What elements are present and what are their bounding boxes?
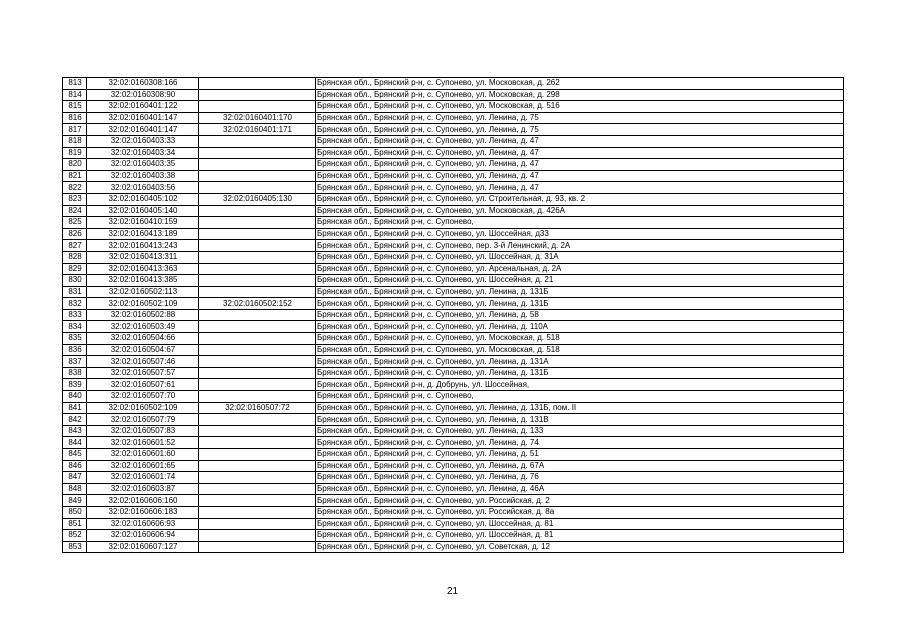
cadastral-number-cell: 32:02:0160606:94: [87, 530, 199, 542]
table-row: [63, 425, 844, 437]
cadastral-number-cell: 32:02:0160603:87: [87, 483, 199, 495]
parent-cadastral-cell: [199, 495, 316, 507]
address-cell: Брянская обл., Брянский р-н, с. Супонево,: [316, 391, 844, 403]
address-cell: Брянская обл., Брянский р-н, с. Супонево, ул. Российская, д. 8а: [316, 506, 844, 518]
table-row: [63, 402, 844, 414]
parent-cadastral-cell: [199, 356, 316, 368]
parent-cadastral-cell: [199, 170, 316, 182]
cadastral-number-cell: 32:02:0160606:160: [87, 495, 199, 507]
row-number-cell: 852: [63, 530, 87, 542]
table-row: [63, 356, 844, 368]
address-cell: Брянская обл., Брянский р-н, д. Добрунь, ул. Шоссейная,: [316, 379, 844, 391]
row-number-cell: 845: [63, 449, 87, 461]
cadastral-number-cell: 32:02:0160413:189: [87, 228, 199, 240]
row-number-cell: 820: [63, 159, 87, 171]
cadastral-number-cell: 32:02:0160413:363: [87, 263, 199, 275]
cadastral-number-cell: 32:02:0160601:65: [87, 460, 199, 472]
row-number-cell: 837: [63, 356, 87, 368]
table-row: [63, 449, 844, 461]
address-cell: Брянская обл., Брянский р-н, с. Супонево, ул. Московская, д. 262: [316, 78, 844, 90]
parent-cadastral-cell: [199, 379, 316, 391]
cadastral-number-cell: 32:02:0160507:61: [87, 379, 199, 391]
address-cell: Брянская обл., Брянский р-н, с. Супонево, ул. Шоссейная, д. 21: [316, 275, 844, 287]
address-cell: Брянская обл., Брянский р-н, с. Супонево, ул. Ленина, д. 133: [316, 425, 844, 437]
table-row: [63, 135, 844, 147]
address-cell: Брянская обл., Брянский р-н, с. Супонево, ул. Ленина, д. 110А: [316, 321, 844, 333]
table-row: [63, 193, 844, 205]
cadastral-number-cell: 32:02:0160607:127: [87, 541, 199, 553]
cadastral-number-cell: 32:02:0160601:74: [87, 472, 199, 484]
table-row: [63, 495, 844, 507]
cadastral-number-cell: 32:02:0160502:109: [87, 298, 199, 310]
cadastral-number-cell: 32:02:0160401:147: [87, 112, 199, 124]
cadastral-number-cell: 32:02:0160601:60: [87, 449, 199, 461]
parent-cadastral-cell: [199, 518, 316, 530]
table-row: [63, 344, 844, 356]
parent-cadastral-cell: 32:02:0160405:130: [199, 193, 316, 205]
table-row: [63, 205, 844, 217]
table-row: [63, 298, 844, 310]
parent-cadastral-cell: [199, 437, 316, 449]
parent-cadastral-cell: [199, 391, 316, 403]
address-cell: Брянская обл., Брянский р-н, с. Супонево, ул. Ленина, д. 67А: [316, 460, 844, 472]
cadastral-number-cell: 32:02:0160507:57: [87, 367, 199, 379]
table-row: [63, 159, 844, 171]
parent-cadastral-cell: [199, 263, 316, 275]
row-number-cell: 831: [63, 286, 87, 298]
cadastral-number-cell: 32:02:0160403:35: [87, 159, 199, 171]
address-cell: Брянская обл., Брянский р-н, с. Супонево, ул. Ленина, д. 75: [316, 124, 844, 136]
row-number-cell: 843: [63, 425, 87, 437]
row-number-cell: 834: [63, 321, 87, 333]
address-cell: Брянская обл., Брянский р-н, с. Супонево, ул. Ленина, д. 76: [316, 472, 844, 484]
row-number-cell: 833: [63, 309, 87, 321]
table-row: [63, 170, 844, 182]
parent-cadastral-cell: [199, 321, 316, 333]
cadastral-number-cell: 32:02:0160403:34: [87, 147, 199, 159]
table-row: [63, 286, 844, 298]
row-number-cell: 818: [63, 135, 87, 147]
parent-cadastral-cell: [199, 425, 316, 437]
row-number-cell: 817: [63, 124, 87, 136]
row-number-cell: 821: [63, 170, 87, 182]
cadastral-number-cell: 32:02:0160606:93: [87, 518, 199, 530]
table-row: [63, 89, 844, 101]
row-number-cell: 830: [63, 275, 87, 287]
row-number-cell: 819: [63, 147, 87, 159]
page-number: 21: [446, 586, 459, 597]
row-number-cell: 829: [63, 263, 87, 275]
table-row: [63, 530, 844, 542]
cadastral-number-cell: 32:02:0160504:67: [87, 344, 199, 356]
address-cell: Брянская обл., Брянский р-н, с. Супонево, ул. Ленина, д. 131Б, пом. II: [316, 402, 844, 414]
row-number-cell: 846: [63, 460, 87, 472]
table-row: [63, 182, 844, 194]
address-cell: Брянская обл., Брянский р-н, с. Супонево, ул. Шоссейная, д. 31А: [316, 251, 844, 263]
cadastral-number-cell: 32:02:0160507:46: [87, 356, 199, 368]
table-row: [63, 333, 844, 345]
parent-cadastral-cell: [199, 205, 316, 217]
address-cell: Брянская обл., Брянский р-н, с. Супонево, ул. Московская, д. 518: [316, 344, 844, 356]
parent-cadastral-cell: [199, 228, 316, 240]
table-row: [63, 263, 844, 275]
parent-cadastral-cell: [199, 135, 316, 147]
parent-cadastral-cell: [199, 182, 316, 194]
parent-cadastral-cell: [199, 101, 316, 113]
parent-cadastral-cell: 32:02:0160401:171: [199, 124, 316, 136]
parent-cadastral-cell: [199, 147, 316, 159]
table-row: [63, 78, 844, 90]
table-row: [63, 275, 844, 287]
parent-cadastral-cell: [199, 460, 316, 472]
table-row: [63, 483, 844, 495]
table-row: [63, 391, 844, 403]
address-cell: Брянская обл., Брянский р-н, с. Супонево, ул. Московская, д. 516: [316, 101, 844, 113]
parent-cadastral-cell: 32:02:0160502:152: [199, 298, 316, 310]
address-cell: Брянская обл., Брянский р-н, с. Супонево, ул. Ленина, д. 131Б: [316, 286, 844, 298]
row-number-cell: 815: [63, 101, 87, 113]
row-number-cell: 844: [63, 437, 87, 449]
row-number-cell: 848: [63, 483, 87, 495]
parent-cadastral-cell: [199, 159, 316, 171]
parent-cadastral-cell: [199, 89, 316, 101]
address-cell: Брянская обл., Брянский р-н, с. Супонево, ул. Ленина, д. 131В: [316, 414, 844, 426]
cadastral-number-cell: 32:02:0160507:83: [87, 425, 199, 437]
row-number-cell: 839: [63, 379, 87, 391]
parent-cadastral-cell: [199, 217, 316, 229]
table-row: [63, 217, 844, 229]
address-cell: Брянская обл., Брянский р-н, с. Супонево, ул. Ленина, д. 131Б: [316, 298, 844, 310]
cadastral-number-cell: 32:02:0160502:113: [87, 286, 199, 298]
parent-cadastral-cell: [199, 275, 316, 287]
row-number-cell: 816: [63, 112, 87, 124]
row-number-cell: 840: [63, 391, 87, 403]
address-cell: Брянская обл., Брянский р-н, с. Супонево, ул. Ленина, д. 47: [316, 159, 844, 171]
cadastral-number-cell: 32:02:0160503:49: [87, 321, 199, 333]
address-cell: Брянская обл., Брянский р-н, с. Супонево,: [316, 217, 844, 229]
table-row: [63, 124, 844, 136]
cadastral-number-cell: 32:02:0160601:52: [87, 437, 199, 449]
parent-cadastral-cell: [199, 449, 316, 461]
table-row: [63, 112, 844, 124]
property-registry-table: [62, 77, 844, 553]
cadastral-number-cell: 32:02:0160504:66: [87, 333, 199, 345]
parent-cadastral-cell: 32:02:0160507:72: [199, 402, 316, 414]
row-number-cell: 822: [63, 182, 87, 194]
address-cell: Брянская обл., Брянский р-н, с. Супонево, ул. Ленина, д. 58: [316, 309, 844, 321]
address-cell: Брянская обл., Брянский р-н, с. Супонево, ул. Строительная, д. 93, кв. 2: [316, 193, 844, 205]
address-cell: Брянская обл., Брянский р-н, с. Супонево, ул. Арсенальная, д. 2А: [316, 263, 844, 275]
parent-cadastral-cell: [199, 483, 316, 495]
row-number-cell: 814: [63, 89, 87, 101]
registry-table-body: [63, 78, 844, 553]
parent-cadastral-cell: [199, 541, 316, 553]
address-cell: Брянская обл., Брянский р-н, с. Супонево, ул. Шоссейная, д. 81: [316, 530, 844, 542]
row-number-cell: 851: [63, 518, 87, 530]
cadastral-number-cell: 32:02:0160308:90: [87, 89, 199, 101]
cadastral-number-cell: 32:02:0160410:159: [87, 217, 199, 229]
cadastral-number-cell: 32:02:0160507:70: [87, 391, 199, 403]
cadastral-number-cell: 32:02:0160413:243: [87, 240, 199, 252]
table-row: [63, 367, 844, 379]
cadastral-number-cell: 32:02:0160502:88: [87, 309, 199, 321]
row-number-cell: 841: [63, 402, 87, 414]
address-cell: Брянская обл., Брянский р-н, с. Супонево, ул. Ленина, д. 47: [316, 182, 844, 194]
table-row: [63, 518, 844, 530]
parent-cadastral-cell: [199, 367, 316, 379]
row-number-cell: 847: [63, 472, 87, 484]
address-cell: Брянская обл., Брянский р-н, с. Супонево, ул. Советская, д. 12: [316, 541, 844, 553]
cadastral-number-cell: 32:02:0160308:166: [87, 78, 199, 90]
table-row: [63, 506, 844, 518]
cadastral-number-cell: 32:02:0160507:79: [87, 414, 199, 426]
cadastral-number-cell: 32:02:0160606:183: [87, 506, 199, 518]
cadastral-number-cell: 32:02:0160401:122: [87, 101, 199, 113]
table-row: [63, 101, 844, 113]
address-cell: Брянская обл., Брянский р-н, с. Супонево, ул. Российская, д. 2: [316, 495, 844, 507]
row-number-cell: 849: [63, 495, 87, 507]
parent-cadastral-cell: [199, 309, 316, 321]
row-number-cell: 836: [63, 344, 87, 356]
cadastral-number-cell: 32:02:0160405:140: [87, 205, 199, 217]
cadastral-number-cell: 32:02:0160502:109: [87, 402, 199, 414]
address-cell: Брянская обл., Брянский р-н, с. Супонево, ул. Ленина, д. 74: [316, 437, 844, 449]
cadastral-number-cell: 32:02:0160401:147: [87, 124, 199, 136]
row-number-cell: 824: [63, 205, 87, 217]
parent-cadastral-cell: [199, 344, 316, 356]
cadastral-number-cell: 32:02:0160413:311: [87, 251, 199, 263]
address-cell: Брянская обл., Брянский р-н, с. Супонево, ул. Шоссейная, д. 81: [316, 518, 844, 530]
table-row: [63, 460, 844, 472]
address-cell: Брянская обл., Брянский р-н, с. Супонево, ул. Московская, д. 298: [316, 89, 844, 101]
table-row: [63, 472, 844, 484]
table-row: [63, 147, 844, 159]
parent-cadastral-cell: [199, 506, 316, 518]
row-number-cell: 832: [63, 298, 87, 310]
row-number-cell: 813: [63, 78, 87, 90]
table-row: [63, 309, 844, 321]
row-number-cell: 826: [63, 228, 87, 240]
row-number-cell: 835: [63, 333, 87, 345]
address-cell: Брянская обл., Брянский р-н, с. Супонево, ул. Ленина, д. 75: [316, 112, 844, 124]
parent-cadastral-cell: 32:02:0160401:170: [199, 112, 316, 124]
parent-cadastral-cell: [199, 530, 316, 542]
row-number-cell: 823: [63, 193, 87, 205]
table-row: [63, 379, 844, 391]
row-number-cell: 853: [63, 541, 87, 553]
parent-cadastral-cell: [199, 240, 316, 252]
address-cell: Брянская обл., Брянский р-н, с. Супонево, ул. Московская, д. 426А: [316, 205, 844, 217]
address-cell: Брянская обл., Брянский р-н, с. Супонево, ул. Ленина, д. 47: [316, 135, 844, 147]
address-cell: Брянская обл., Брянский р-н, с. Супонево, ул. Ленина, д. 51: [316, 449, 844, 461]
cadastral-number-cell: 32:02:0160403:38: [87, 170, 199, 182]
parent-cadastral-cell: [199, 333, 316, 345]
address-cell: Брянская обл., Брянский р-н, с. Супонево, ул. Шоссейная, д33: [316, 228, 844, 240]
address-cell: Брянская обл., Брянский р-н, с. Супонево, пер. 3-й Ленинский, д. 2А: [316, 240, 844, 252]
table-row: [63, 251, 844, 263]
address-cell: Брянская обл., Брянский р-н, с. Супонево, ул. Московская, д. 518: [316, 333, 844, 345]
address-cell: Брянская обл., Брянский р-н, с. Супонево, ул. Ленина, д. 131А: [316, 356, 844, 368]
address-cell: Брянская обл., Брянский р-н, с. Супонево, ул. Ленина, д. 47: [316, 147, 844, 159]
row-number-cell: 838: [63, 367, 87, 379]
row-number-cell: 850: [63, 506, 87, 518]
table-row: [63, 321, 844, 333]
cadastral-number-cell: 32:02:0160403:33: [87, 135, 199, 147]
address-cell: Брянская обл., Брянский р-н, с. Супонево, ул. Ленина, д. 131Б: [316, 367, 844, 379]
row-number-cell: 827: [63, 240, 87, 252]
row-number-cell: 842: [63, 414, 87, 426]
table-row: [63, 414, 844, 426]
cadastral-number-cell: 32:02:0160413:385: [87, 275, 199, 287]
parent-cadastral-cell: [199, 414, 316, 426]
address-cell: Брянская обл., Брянский р-н, с. Супонево, ул. Ленина, д. 47: [316, 170, 844, 182]
row-number-cell: 825: [63, 217, 87, 229]
table-row: [63, 541, 844, 553]
table-row: [63, 437, 844, 449]
cadastral-number-cell: 32:02:0160405:102: [87, 193, 199, 205]
cadastral-number-cell: 32:02:0160403:56: [87, 182, 199, 194]
table-row: [63, 228, 844, 240]
row-number-cell: 828: [63, 251, 87, 263]
parent-cadastral-cell: [199, 251, 316, 263]
table-row: [63, 240, 844, 252]
parent-cadastral-cell: [199, 286, 316, 298]
parent-cadastral-cell: [199, 472, 316, 484]
address-cell: Брянская обл., Брянский р-н, с. Супонево, ул. Ленина, д. 46А: [316, 483, 844, 495]
parent-cadastral-cell: [199, 78, 316, 90]
